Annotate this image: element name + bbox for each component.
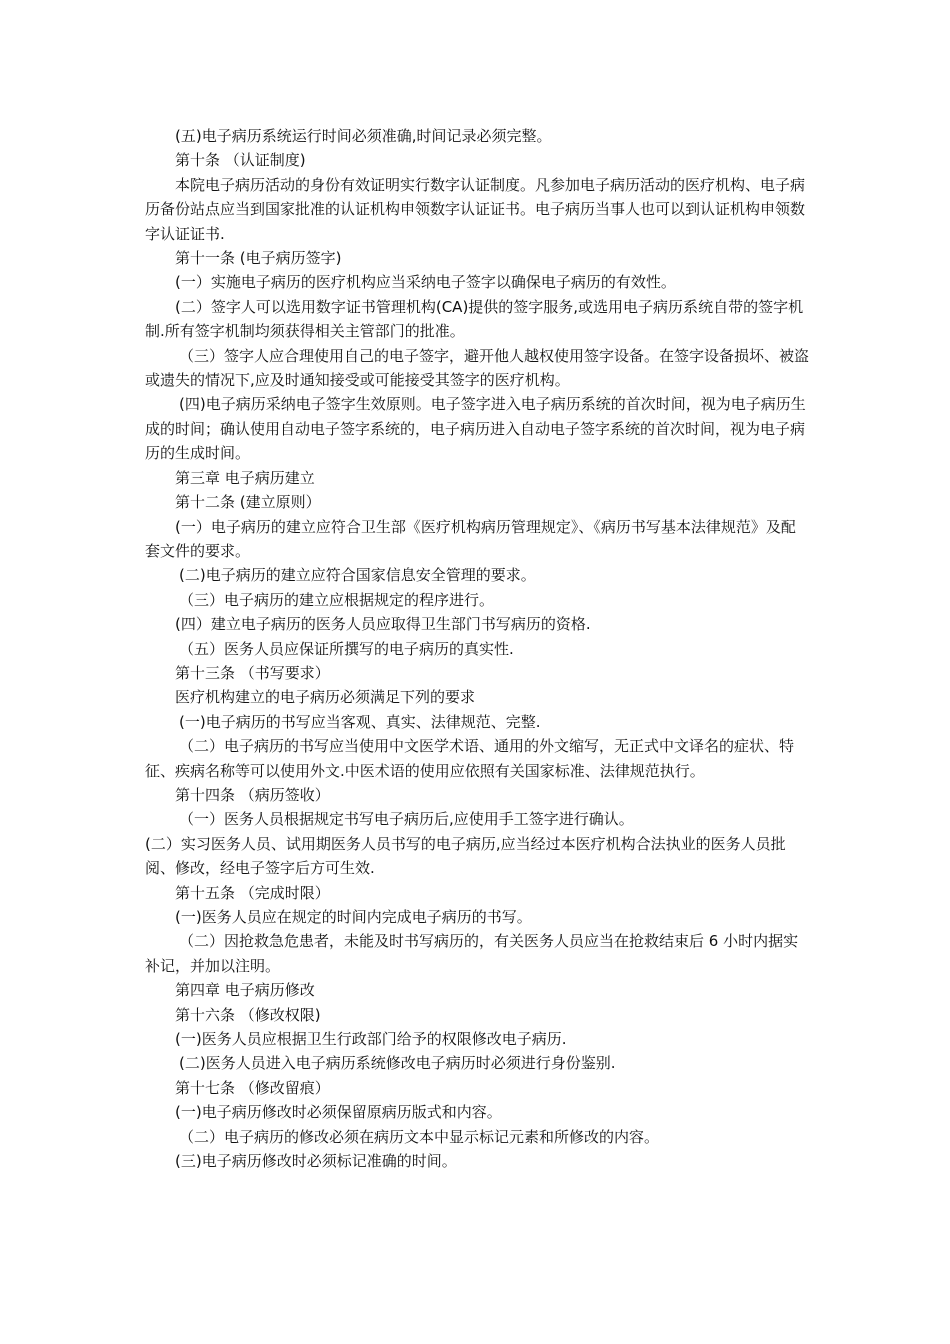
paragraph-writing-1: (一)电子病历的书写应当客观、真实、法律规范、完整.: [179, 712, 541, 731]
paragraph-writing-intro: 医疗机构建立的电子病历必须满足下列的要求: [175, 688, 476, 707]
article-11-heading: 第十一条 (电子病历签字): [175, 249, 342, 268]
paragraph-establish-3: （三）电子病历的建立应根据规定的程序进行。: [179, 590, 495, 609]
article-17-heading: 第十七条 （修改留痕）: [175, 1078, 330, 1097]
article-13-heading: 第十三条 （书写要求）: [175, 663, 330, 682]
paragraph-establish-4: (四）建立电子病历的医务人员应取得卫生部门书写病历的资格.: [175, 615, 591, 634]
article-14-heading: 第十四条 （病历签收）: [175, 785, 330, 804]
paragraph-deadline-2: （二）因抢救急危患者，未能及时书写病历的，有关医务人员应当在抢救结束后 6 小时内据实补记，并加以注明。: [145, 932, 799, 975]
paragraph-establish-5: （五）医务人员应保证所撰写的电子病历的真实性.: [179, 639, 514, 658]
paragraph-signature-3: （三）签字人应合理使用自己的电子签字，避开他人越权使用签字设备。在签字设备损坏、被盗或遗失的情况下,应及时通知接受或可能接受其签字的医疗机构。: [145, 346, 810, 390]
paragraph-trace-2: （二）电子病历的修改必须在病历文本中显示标记元素和所修改的内容。: [179, 1127, 660, 1146]
paragraph-signature-4: (四)电子病历采纳电子签字生效原则。电子签字进入电子病历系统的首次时间，视为电子病历生成的时间；确认使用自动电子签字系统的，电子病历进入自动电子签字系统的首次时间，视为电子病历的生成时间。: [145, 395, 806, 463]
document-body: [145, 124, 810, 1173]
paragraph-writing-2: （二）电子病历的书写应当使用中文医学术语、通用的外文缩写，无正式中文译名的症状、特征、疾病名称等可以使用外文.中医术语的使用应依照有关国家标准、法律规范执行。: [145, 737, 795, 780]
paragraph-trace-1: (一)电子病历修改时必须保留原病历版式和内容。: [175, 1103, 502, 1122]
article-12-heading: 第十二条 (建立原则）: [175, 493, 321, 512]
article-16-heading: 第十六条 （修改权限): [175, 1005, 321, 1024]
paragraph-modify-1: (一)医务人员应根据卫生行政部门给予的权限修改电子病历.: [175, 1030, 567, 1049]
paragraph-certification: 本院电子病历活动的身份有效证明实行数字认证制度。凡参加电子病历活动的医疗机构、电子病历备份站点应当到国家批准的认证机构申领数字认证证书。电子病历当事人也可以到认证机构申领数字认证证书.: [145, 175, 806, 243]
paragraph-signoff-1: （一）医务人员根据规定书写电子病历后,应使用手工签字进行确认。: [179, 810, 634, 829]
paragraph-modify-2: (二)医务人员进入电子病历系统修改电子病历时必须进行身份鉴别.: [179, 1054, 616, 1073]
paragraph-trace-3: (三)电子病历修改时必须标记准确的时间。: [175, 1152, 457, 1171]
chapter-3-heading: 第三章 电子病历建立: [175, 468, 315, 487]
paragraph-establish-1: (一）电子病历的建立应符合卫生部《医疗机构病历管理规定》、《病历书写基本法律规范》及配套文件的要求。: [145, 517, 796, 560]
paragraph-signoff-2: (二）实习医务人员、试用期医务人员书写的电子病历,应当经过本医疗机构合法执业的医务人员批阅、修改，经电子签字后方可生效.: [145, 834, 786, 878]
paragraph-signature-1: (一）实施电子病历的医疗机构应当采纳电子签字以确保电子病历的有效性。: [175, 273, 676, 292]
paragraph-system-time: (五)电子病历系统运行时间必须准确,时间记录必须完整。: [175, 127, 552, 145]
paragraph-signature-2: (二）签字人可以选用数字证书管理机构(CA)提供的签字服务,或选用电子病历系统自带的签字机制.所有签字机制均须获得相关主管部门的批准。: [145, 297, 804, 341]
chapter-4-heading: 第四章 电子病历修改: [175, 981, 315, 1000]
article-10-heading: 第十条 （认证制度): [175, 151, 306, 170]
article-15-heading: 第十五条 （完成时限）: [175, 883, 330, 902]
paragraph-establish-2: (二)电子病历的建立应符合国家信息安全管理的要求。: [179, 566, 536, 585]
paragraph-deadline-1: (一)医务人员应在规定的时间内完成电子病历的书写。: [175, 908, 532, 926]
